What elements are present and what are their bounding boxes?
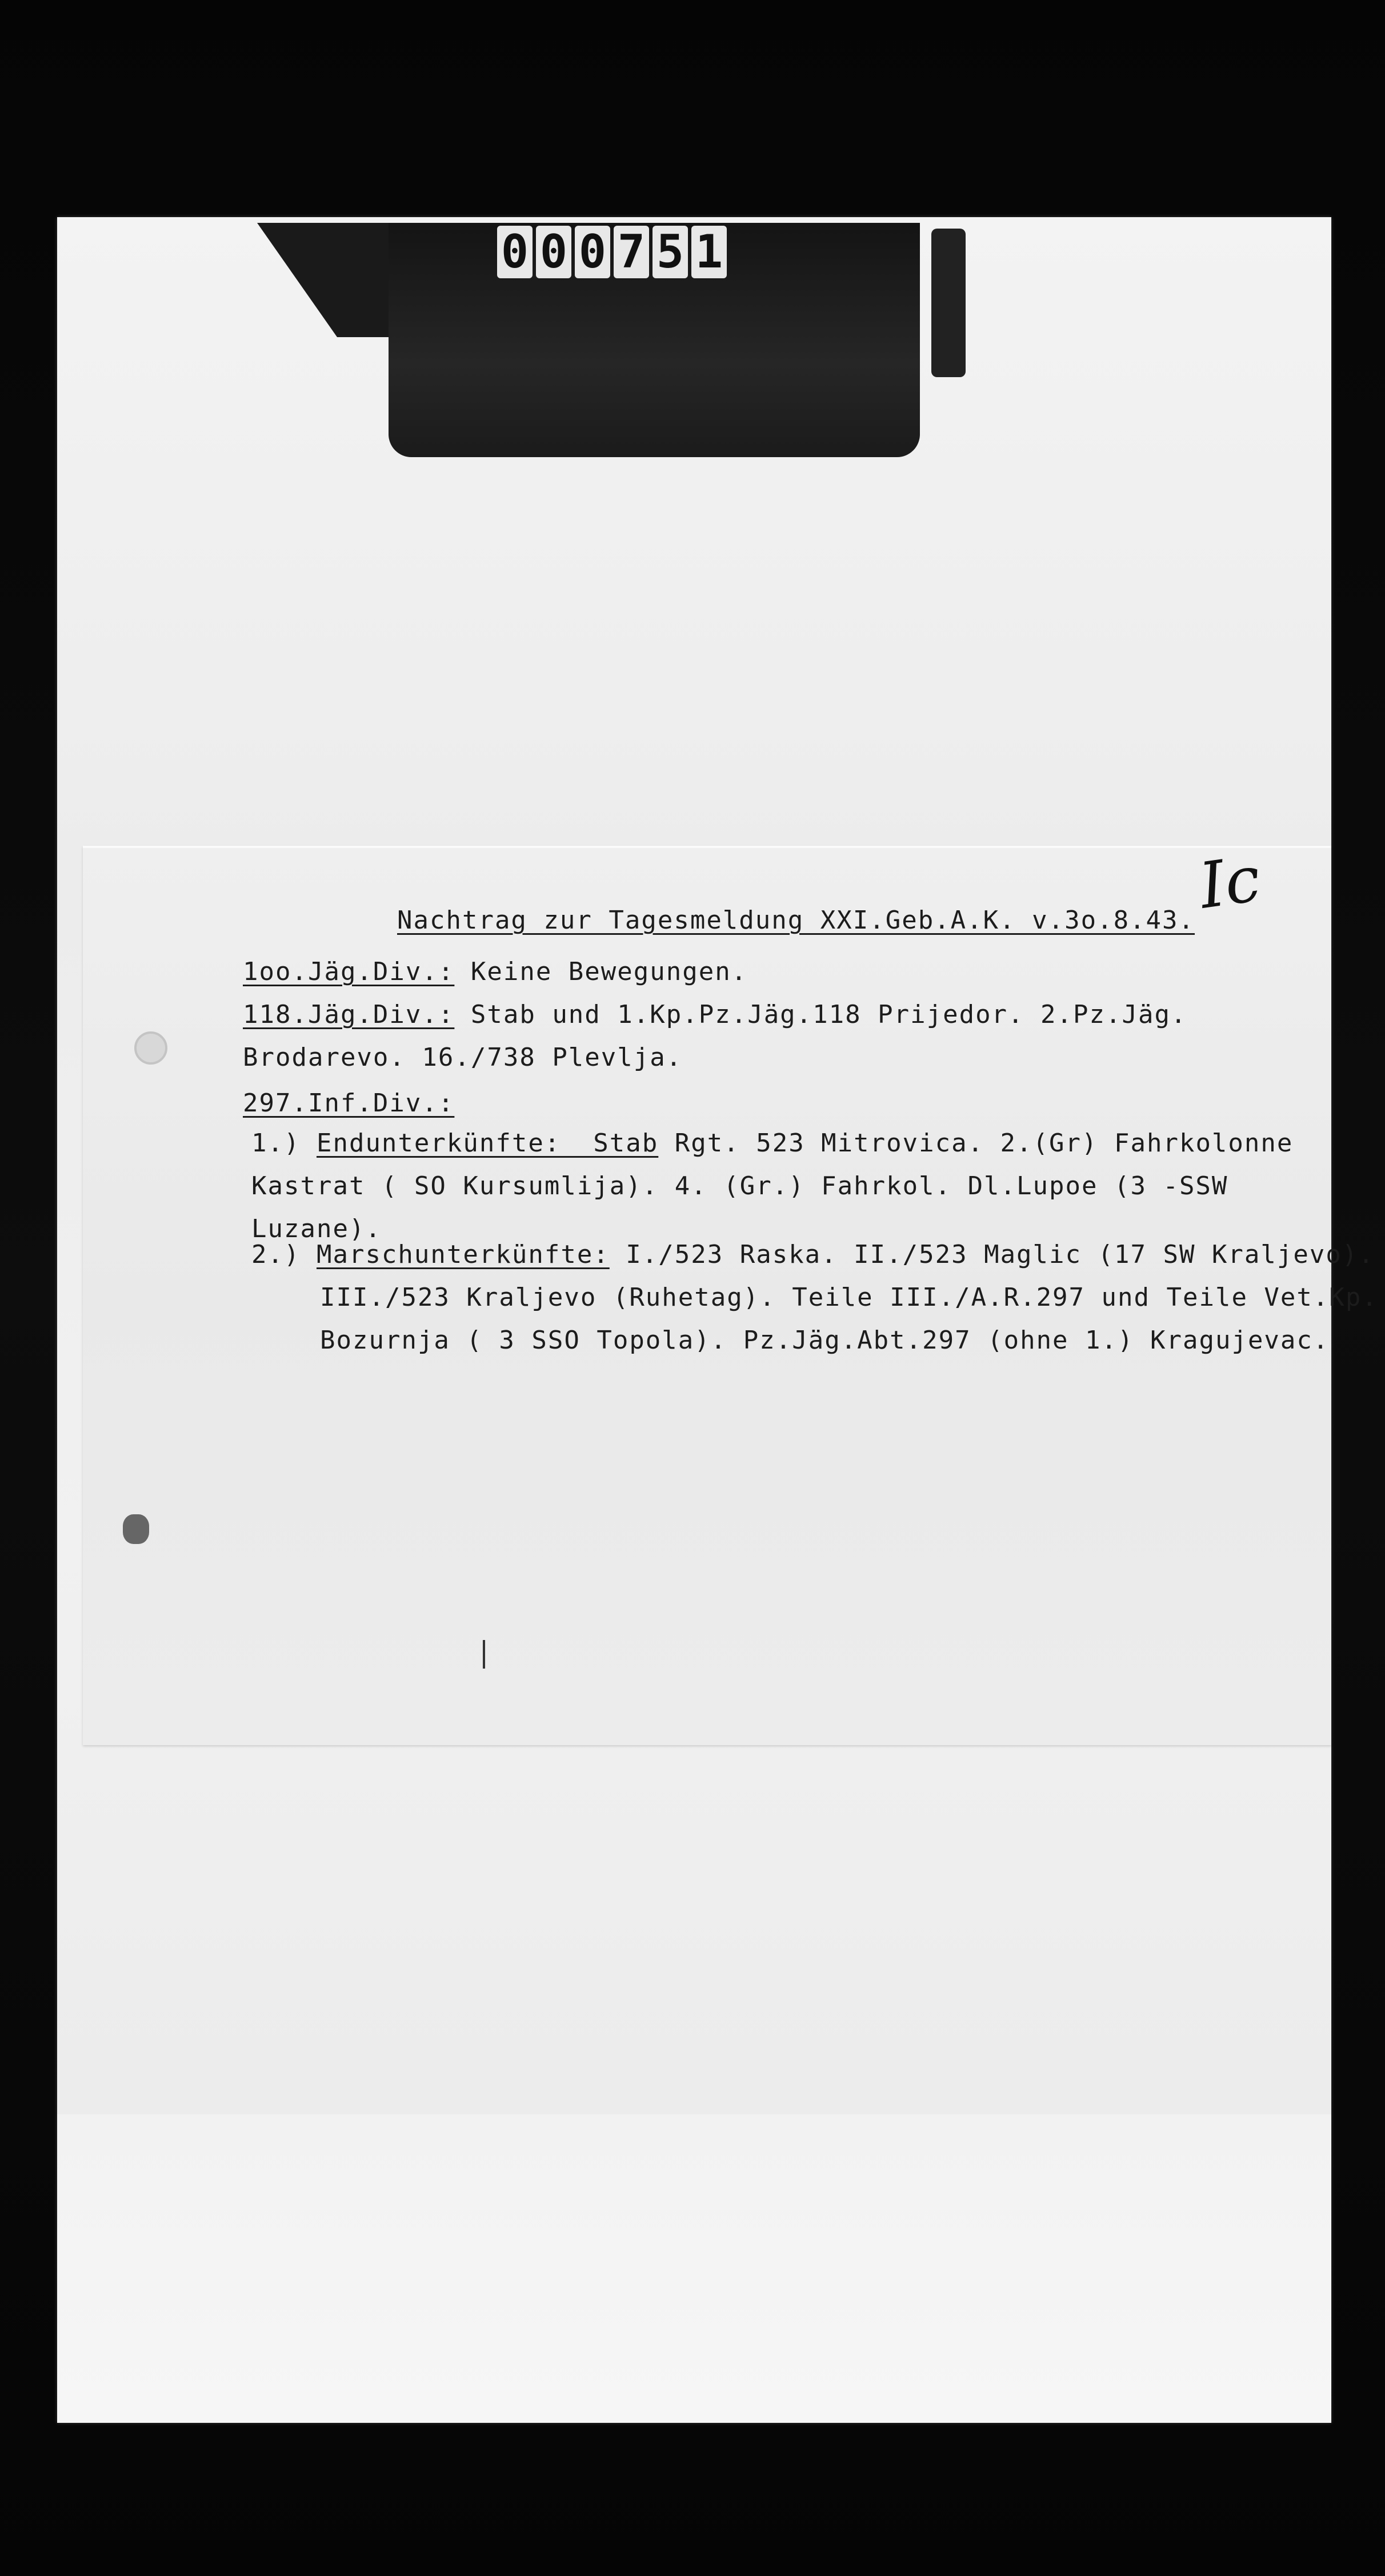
- counter-digit: 5: [653, 226, 688, 278]
- line-text: Rgt. 523 Mitrovica. 2.(Gr) Fahrkolonne: [658, 1129, 1294, 1158]
- counter-knob: [931, 229, 966, 377]
- line-text: Kastrat ( SO Kursumlija). 4. (Gr.) Fahrkol. Dl.Lupoe (3 -SSW: [251, 1171, 1228, 1201]
- ink-blot: [123, 1514, 149, 1544]
- counter-digit: 0: [497, 226, 533, 278]
- counter-digit: 0: [536, 226, 571, 278]
- report-line: [251, 1240, 1375, 1269]
- page-lower-area: [57, 2114, 1331, 2423]
- counter-digit: 1: [691, 226, 727, 278]
- unit-label: 297.Inf.Div.:: [243, 1089, 455, 1118]
- item-number: 1.): [251, 1129, 317, 1158]
- report-line: [320, 1283, 1378, 1312]
- report-line: [251, 1171, 1228, 1201]
- report-line: [251, 1129, 1293, 1158]
- item-number: 2.): [251, 1240, 317, 1269]
- pencil-mark: [483, 1640, 485, 1669]
- line-text: Bozurnja ( 3 SSO Topola). Pz.Jäg.Abt.297 (ohne 1.) Kragujevac.: [320, 1326, 1330, 1355]
- report-line: [243, 1089, 454, 1118]
- report-line: [251, 1214, 382, 1243]
- section-label: Endunterkünfte: Stab: [316, 1129, 659, 1158]
- punch-hole: [134, 1031, 167, 1065]
- section-label: Marschunterkünfte:: [316, 1240, 610, 1269]
- unit-label: 1oo.Jäg.Div.:: [243, 957, 455, 986]
- unit-label: 118.Jäg.Div.:: [243, 1000, 455, 1029]
- frame-counter-digits: [497, 226, 727, 283]
- report-line: [243, 957, 747, 986]
- report-line: [243, 1000, 1187, 1029]
- line-text: I./523 Raska. II./523 Maglic (17 SW Kraljevo).: [609, 1240, 1375, 1269]
- counter-digit: 0: [575, 226, 610, 278]
- document-title: Nachtrag zur Tagesmeldung XXI.Geb.A.K. v.3o.8.43.: [397, 906, 1195, 935]
- line-text: Keine Bewegungen.: [454, 957, 748, 986]
- report-line: [243, 1043, 682, 1072]
- line-text: Brodarevo. 16./738 Plevlja.: [243, 1043, 683, 1072]
- counter-digit: 7: [614, 226, 649, 278]
- line-text: Stab und 1.Kp.Pz.Jäg.118 Prijedor. 2.Pz.Jäg.: [454, 1000, 1187, 1029]
- report-line: [320, 1326, 1329, 1355]
- handwritten-margin-mark: Ic: [1195, 842, 1265, 923]
- line-text: Luzane).: [251, 1214, 382, 1243]
- line-text: III./523 Kraljevo (Ruhetag). Teile III./A.R.297 und Teile Vet.Kp.: [320, 1283, 1378, 1312]
